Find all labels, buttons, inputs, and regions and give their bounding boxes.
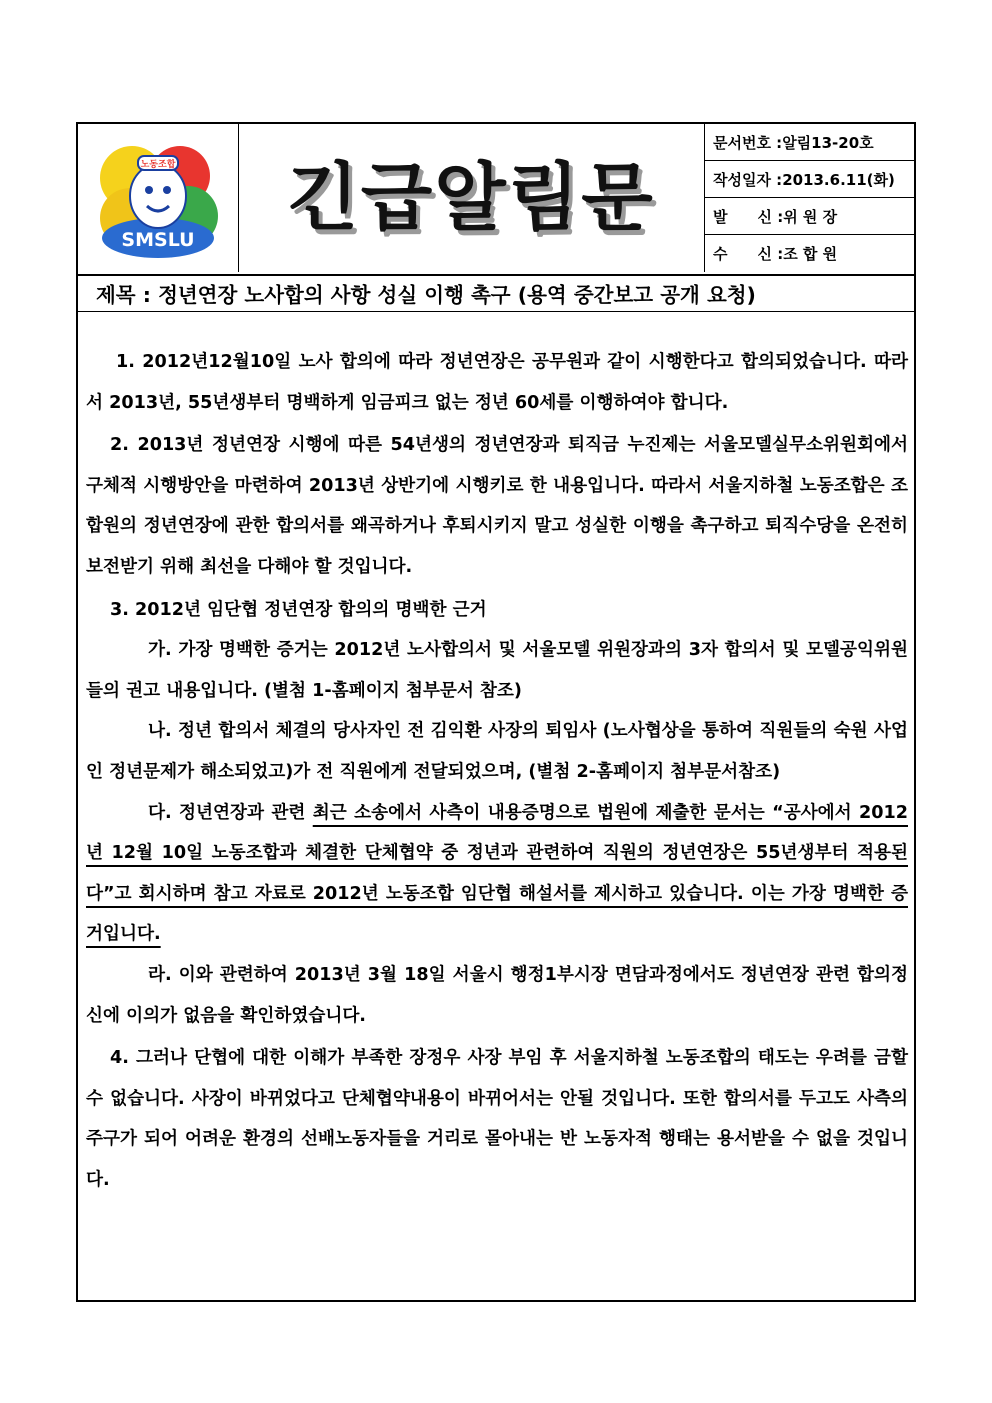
paragraph-1: 1. 2012년12월10일 노사 합의에 따라 정년연장은 공무원과 같이 시행한다고 합의되었습니다. 따라서 2013년, 55년생부터 명백하게 임금피크 없는 정년 60세를 이행하여야 합니다. (86, 352, 908, 413)
meta-key: 작성일자 : (713, 170, 783, 189)
meta-cell (705, 124, 914, 272)
paragraph-3c (86, 793, 908, 955)
subject-line: 제목 : 정년연장 노사합의 사항 성실 이행 촉구 (용역 중간보고 공개 요청) (78, 274, 914, 312)
paragraph-3: 3. 2012년 임단협 정년연장 합의의 명백한 근거 (110, 599, 487, 620)
meta-value: 위 원 장 (783, 207, 838, 226)
meta-key: 발 신 : (713, 207, 784, 226)
meta-value: 알림13-20호 (782, 133, 874, 152)
paragraph-2: 2. 2013년 정년연장 시행에 따른 54년생의 정년연장과 퇴직금 누진제는 서울모델실무소위원회에서 구체적 시행방안을 마련하여 2013년 상반기에 시행키로 한 내용입니다. 따라서 서울지하철 노동조합은 조합원의 정년연장에 관한 합의서를 왜곡하거나 후퇴시키지 말고 성실한 이행을 촉구하고 퇴직수당을 온전히 보전받기 위해 최선을 다해야 할 것입니다. (86, 435, 908, 577)
meta-value: 조 합 원 (783, 245, 838, 263)
paragraph-4: 4. 그러나 단협에 대한 이해가 부족한 장정우 사장 부임 후 서울지하철 노동조합의 태도는 우려를 금할 수 없습니다. 사장이 바뀌었다고 단체협약내용이 바뀌어서는 안될 것입니다. 또한 합의서를 두고도 사측의 주구가 되어 어려운 환경의 선배노동자들을 거리로 몰아내는 반 노동자적 행태는 용서받을 수 없을 것입니다. (86, 1048, 908, 1190)
meta-key: 수 신 : (713, 245, 784, 263)
logo-cell (78, 124, 239, 272)
paragraph-3c-underlined: 최근 소송에서 사측이 내용증명으로 법원에 제출한 문서는 “공사에서 2012년 12월 10일 노동조합과 체결한 단체협약 중 정년과 관련하여 직원의 정년연장은 55년생부터 적용된다”고 회시하며 참고 자료로 2012년 노동조합 임단협 해설서를 제시하고 있습니다. 이는 가장 명백한 증거입니다. (86, 802, 908, 945)
notice-frame (76, 122, 916, 1302)
page-title: 긴급알림문 (287, 155, 655, 241)
paragraph-3d: 라. 이와 관련하여 2013년 3월 18일 서울시 행정1부시장 면담과정에서도 정년연장 관련 합의정신에 이의가 없음을 확인하였습니다. (86, 964, 908, 1026)
notice-body (86, 342, 908, 1200)
meta-date (705, 161, 914, 198)
logo-mark-text: 노동조합 (140, 160, 176, 170)
paragraph-3a: 가. 가장 명백한 증거는 2012년 노사합의서 및 서울모델 위원장과의 3자 합의서 및 모델공익위원들의 권고 내용입니다. (별첨 1-홈페이지 첨부문서 참조) (86, 640, 908, 701)
meta-value: 2013.6.11(화) (782, 170, 895, 189)
meta-key: 문서번호 : (713, 133, 783, 152)
meta-doc-number (705, 124, 914, 161)
union-logo-icon (92, 138, 224, 260)
meta-recipient (705, 235, 914, 272)
paragraph-3b: 나. 정년 합의서 체결의 당사자인 전 김익환 사장의 퇴임사 (노사협상을 통하여 직원들의 숙원 사업인 정년문제가 해소되었고)가 전 직원에게 전달되었으며, (별첨 2-홈페이지 첨부문서참조) (86, 721, 908, 782)
header-table (78, 124, 914, 276)
title-cell (238, 124, 705, 272)
logo-text: SMSLU (121, 229, 195, 251)
paragraph-3c-lead: 다. 정년연장과 관련 (148, 802, 313, 823)
meta-sender (705, 198, 914, 235)
